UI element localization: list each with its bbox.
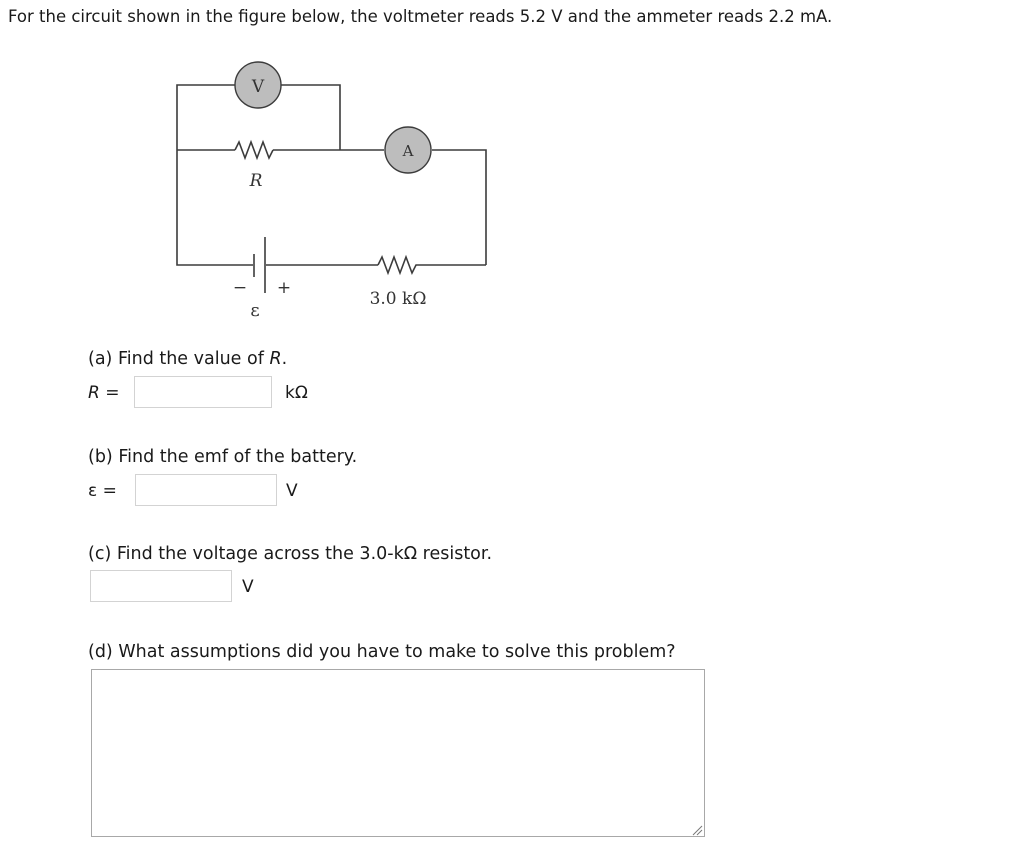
answer-c-unit: V [242, 577, 254, 597]
voltmeter-wire-left [177, 85, 235, 150]
battery-minus-sign: − [232, 278, 248, 298]
voltmeter-wire-right [281, 85, 340, 150]
battery-plus-sign: + [276, 278, 292, 298]
problem-statement [8, 6, 832, 28]
wire-left [177, 150, 253, 265]
answer-b-unit: V [286, 481, 298, 501]
answer-row-c [88, 570, 288, 604]
wire-right [432, 150, 486, 265]
answer-a-label-eq: = [99, 383, 120, 403]
question-a-variable: R [269, 349, 282, 369]
resistor-fixed-label: 3.0 kΩ [369, 289, 427, 309]
question-a [88, 348, 287, 370]
question-b: (b) Find the emf of the battery. [88, 447, 358, 467]
answer-b-input[interactable] [135, 474, 277, 506]
voltmeter-reading-value: 5.2 [519, 7, 546, 26]
question-d: (d) What assumptions did you have to make to solve this problem? [88, 642, 676, 662]
answer-row-a [88, 376, 348, 410]
intro-text-after: mA. [794, 7, 833, 26]
intro-text-middle: V and the ammeter reads [546, 7, 769, 26]
answer-d-textarea[interactable] [91, 669, 705, 837]
answer-a-input[interactable] [134, 376, 272, 408]
answer-c-input[interactable] [90, 570, 232, 602]
question-a-prefix: (a) Find the value of [88, 349, 270, 369]
answer-row-b [88, 474, 348, 508]
emf-symbol-label: ε [250, 300, 260, 321]
intro-text-before: For the circuit shown in the figure below, the voltmeter reads [8, 7, 520, 26]
ammeter-reading-value: 2.2 [768, 7, 795, 26]
circuit-diagram [160, 55, 510, 325]
resize-grip-icon[interactable] [692, 825, 703, 836]
question-a-suffix: . [281, 349, 288, 369]
answer-a-unit: kΩ [285, 383, 308, 403]
answer-a-label-var: R [88, 383, 100, 403]
voltmeter-label: V [251, 77, 265, 97]
question-c: (c) Find the voltage across the 3.0-kΩ resistor. [88, 544, 493, 564]
resistor-fixed-icon [378, 257, 486, 273]
resistor-r-label: R [249, 171, 263, 191]
resistor-r-icon [235, 142, 273, 158]
ammeter-label: A [402, 142, 414, 160]
answer-a-label [88, 382, 119, 404]
answer-b-label: ε = [88, 481, 117, 501]
